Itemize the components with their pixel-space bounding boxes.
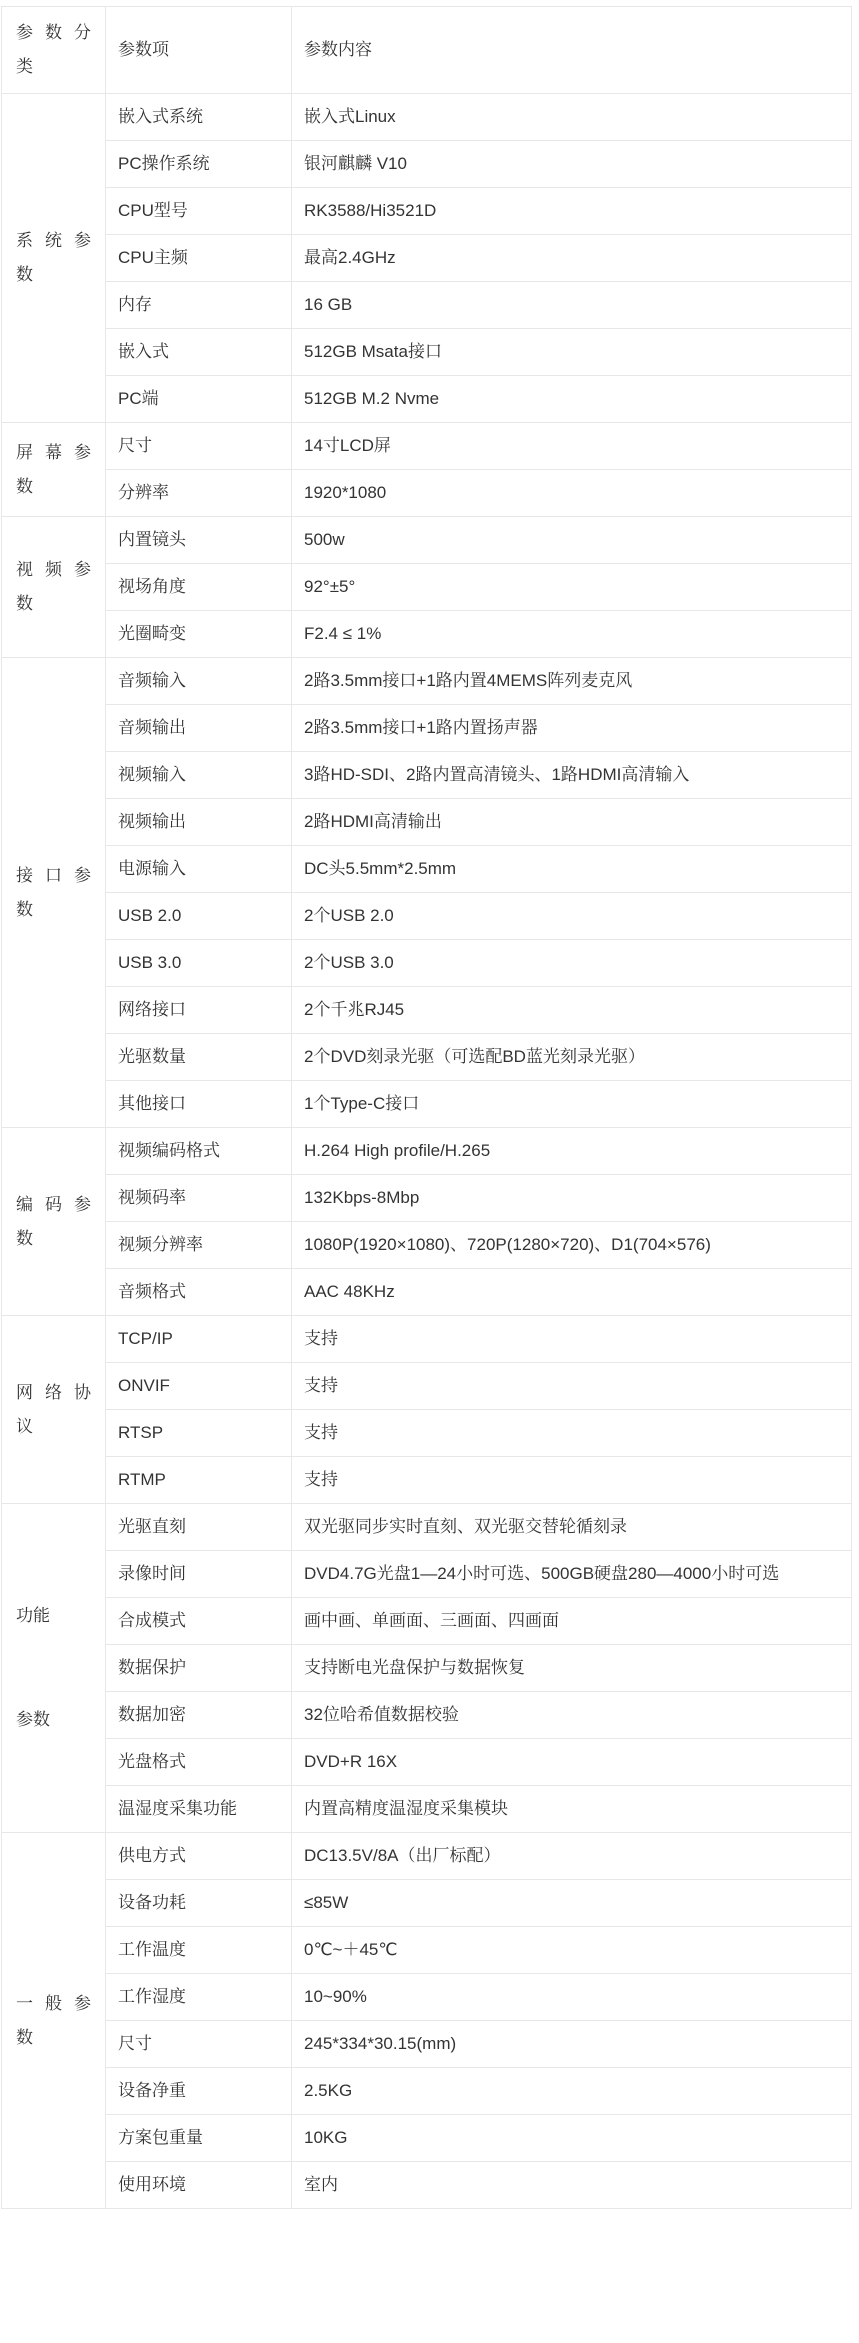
table-row (2, 517, 852, 564)
content-cell: 2个DVD刻录光驱（可选配BD蓝光刻录光驱） (292, 1034, 852, 1081)
content-cell: 支持 (292, 1316, 852, 1363)
category-line: 数 (16, 265, 33, 284)
content-cell: H.264 High profile/H.265 (292, 1128, 852, 1175)
category-line: 屏幕参 (16, 442, 91, 462)
content-cell: 室内 (292, 2162, 852, 2209)
item-cell: CPU型号 (106, 188, 292, 235)
item-cell: USB 3.0 (106, 940, 292, 987)
table-row (2, 611, 852, 658)
content-cell: 2路3.5mm接口+1路内置4MEMS阵列麦克风 (292, 658, 852, 705)
item-cell: 光驱直刻 (106, 1504, 292, 1551)
item-cell: 录像时间 (106, 1551, 292, 1598)
item-cell: 视频编码格式 (106, 1128, 292, 1175)
content-cell: DVD4.7G光盘1—24小时可选、500GB硬盘280—4000小时可选 (292, 1551, 852, 1598)
table-row (2, 940, 852, 987)
header-row (2, 7, 852, 94)
content-cell: 1个Type-C接口 (292, 1081, 852, 1128)
content-cell: 512GB M.2 Nvme (292, 376, 852, 423)
content-cell: 10KG (292, 2115, 852, 2162)
item-cell: 工作湿度 (106, 1974, 292, 2021)
content-cell: RK3588/Hi3521D (292, 188, 852, 235)
item-cell: TCP/IP (106, 1316, 292, 1363)
content-cell: ≤85W (292, 1880, 852, 1927)
content-cell: 10~90% (292, 1974, 852, 2021)
content-cell: 14寸LCD屏 (292, 423, 852, 470)
item-cell: 音频格式 (106, 1269, 292, 1316)
item-cell: 网络接口 (106, 987, 292, 1034)
category-line: 功能 (16, 1606, 50, 1625)
category-line: 数 (16, 2027, 33, 2047)
table-row (2, 1974, 852, 2021)
item-cell: 光驱数量 (106, 1034, 292, 1081)
table-row (2, 1363, 852, 1410)
content-cell: 画中画、单画面、三画面、四画面 (292, 1598, 852, 1645)
category-cell-4 (2, 1128, 106, 1316)
item-cell: ONVIF (106, 1363, 292, 1410)
content-cell: 支持 (292, 1410, 852, 1457)
item-cell: 设备净重 (106, 2068, 292, 2115)
table-row (2, 2021, 852, 2068)
category-cell-2 (2, 517, 106, 658)
item-cell: 工作温度 (106, 1927, 292, 1974)
table-row (2, 1222, 852, 1269)
table-row (2, 1081, 852, 1128)
item-cell: 供电方式 (106, 1833, 292, 1880)
content-cell: 支持 (292, 1363, 852, 1410)
content-cell: 0℃~＋45℃ (292, 1927, 852, 1974)
table-row (2, 1128, 852, 1175)
category-cell-7 (2, 1833, 106, 2209)
content-cell: 2路3.5mm接口+1路内置扬声器 (292, 705, 852, 752)
table-row (2, 1410, 852, 1457)
header-content-cell: 参数内容 (292, 7, 852, 94)
category-line: 接口参 (16, 865, 91, 885)
content-cell: 500w (292, 517, 852, 564)
table-row (2, 1269, 852, 1316)
item-cell: 电源输入 (106, 846, 292, 893)
spec-table (1, 6, 852, 2209)
content-cell: 1080P(1920×1080)、720P(1280×720)、D1(704×576) (292, 1222, 852, 1269)
content-cell: 2个USB 2.0 (292, 893, 852, 940)
table-row (2, 282, 852, 329)
content-cell: 嵌入式Linux (292, 94, 852, 141)
content-cell: 245*334*30.15(mm) (292, 2021, 852, 2068)
item-cell: CPU主频 (106, 235, 292, 282)
category-cell-6 (2, 1504, 106, 1833)
content-cell: 支持断电光盘保护与数据恢复 (292, 1645, 852, 1692)
table-row (2, 1880, 852, 1927)
table-row (2, 94, 852, 141)
item-cell: USB 2.0 (106, 893, 292, 940)
content-cell: 内置高精度温湿度采集模块 (292, 1786, 852, 1833)
table-row (2, 141, 852, 188)
table-row (2, 235, 852, 282)
table-row (2, 470, 852, 517)
table-row (2, 705, 852, 752)
table-row (2, 1833, 852, 1880)
item-cell: 合成模式 (106, 1598, 292, 1645)
table-row (2, 799, 852, 846)
content-cell: DC13.5V/8A（出厂标配） (292, 1833, 852, 1880)
item-cell: 方案包重量 (106, 2115, 292, 2162)
category-line: 参数 (16, 1710, 50, 1729)
category-cell-1 (2, 423, 106, 517)
table-row (2, 329, 852, 376)
spec-table-body (2, 7, 852, 2209)
content-cell: 16 GB (292, 282, 852, 329)
item-cell: 视频输入 (106, 752, 292, 799)
item-cell: 视频码率 (106, 1175, 292, 1222)
table-row (2, 188, 852, 235)
item-cell: 分辨率 (106, 470, 292, 517)
category-line: 数 (16, 1228, 33, 1248)
content-cell: 1920*1080 (292, 470, 852, 517)
content-cell: 支持 (292, 1457, 852, 1504)
table-row (2, 846, 852, 893)
table-row (2, 1927, 852, 1974)
item-cell: 尺寸 (106, 2021, 292, 2068)
content-cell: 2路HDMI高清输出 (292, 799, 852, 846)
table-row (2, 564, 852, 611)
category-line: 编码参 (16, 1194, 91, 1214)
table-row (2, 1786, 852, 1833)
content-cell: 银河麒麟 V10 (292, 141, 852, 188)
content-cell: AAC 48KHz (292, 1269, 852, 1316)
table-row (2, 1457, 852, 1504)
category-line: 数 (16, 594, 33, 613)
table-row (2, 2162, 852, 2209)
header-item-cell: 参数项 (106, 7, 292, 94)
table-row (2, 2115, 852, 2162)
content-cell: DC头5.5mm*2.5mm (292, 846, 852, 893)
category-line: 数 (16, 476, 33, 496)
table-row (2, 1504, 852, 1551)
item-cell: RTMP (106, 1457, 292, 1504)
item-cell: 音频输入 (106, 658, 292, 705)
table-row (2, 376, 852, 423)
content-cell: 92°±5° (292, 564, 852, 611)
table-row (2, 1739, 852, 1786)
table-row (2, 1551, 852, 1598)
category-line: 类 (16, 57, 33, 76)
content-cell: 3路HD-SDI、2路内置高清镜头、1路HDMI高清输入 (292, 752, 852, 799)
item-cell: 尺寸 (106, 423, 292, 470)
item-cell: 数据保护 (106, 1645, 292, 1692)
content-cell: 最高2.4GHz (292, 235, 852, 282)
item-cell: 视频输出 (106, 799, 292, 846)
table-row (2, 2068, 852, 2115)
table-row (2, 752, 852, 799)
content-cell: 32位哈希值数据校验 (292, 1692, 852, 1739)
category-line: 视频参 (16, 560, 91, 579)
item-cell: 视频分辨率 (106, 1222, 292, 1269)
item-cell: 音频输出 (106, 705, 292, 752)
item-cell: 视场角度 (106, 564, 292, 611)
table-row (2, 1316, 852, 1363)
table-row (2, 987, 852, 1034)
table-row (2, 1598, 852, 1645)
item-cell: 设备功耗 (106, 1880, 292, 1927)
content-cell: 2.5KG (292, 2068, 852, 2115)
content-cell: 512GB Msata接口 (292, 329, 852, 376)
item-cell: 其他接口 (106, 1081, 292, 1128)
category-line: 议 (16, 1416, 33, 1436)
item-cell: 数据加密 (106, 1692, 292, 1739)
item-cell: 嵌入式系统 (106, 94, 292, 141)
table-row (2, 1645, 852, 1692)
category-cell-5 (2, 1316, 106, 1504)
table-row (2, 893, 852, 940)
table-row (2, 423, 852, 470)
item-cell: 光圈畸变 (106, 611, 292, 658)
item-cell: 内存 (106, 282, 292, 329)
table-row (2, 1034, 852, 1081)
content-cell: DVD+R 16X (292, 1739, 852, 1786)
category-line: 数 (16, 899, 33, 919)
category-line: 系统参 (16, 231, 91, 250)
item-cell: PC操作系统 (106, 141, 292, 188)
item-cell: 嵌入式 (106, 329, 292, 376)
content-cell: 132Kbps-8Mbp (292, 1175, 852, 1222)
item-cell: 使用环境 (106, 2162, 292, 2209)
category-line: 参数分 (16, 23, 91, 42)
table-row (2, 658, 852, 705)
item-cell: 光盘格式 (106, 1739, 292, 1786)
content-cell: F2.4 ≤ 1% (292, 611, 852, 658)
content-cell: 2个千兆RJ45 (292, 987, 852, 1034)
category-cell-header (2, 7, 106, 94)
item-cell: RTSP (106, 1410, 292, 1457)
content-cell: 双光驱同步实时直刻、双光驱交替轮循刻录 (292, 1504, 852, 1551)
category-line: 一般参 (16, 1993, 91, 2013)
category-line: 网络协 (16, 1382, 91, 1402)
category-cell-3 (2, 658, 106, 1128)
table-row (2, 1692, 852, 1739)
item-cell: 温湿度采集功能 (106, 1786, 292, 1833)
item-cell: PC端 (106, 376, 292, 423)
table-row (2, 1175, 852, 1222)
content-cell: 2个USB 3.0 (292, 940, 852, 987)
category-cell-0 (2, 94, 106, 423)
item-cell: 内置镜头 (106, 517, 292, 564)
